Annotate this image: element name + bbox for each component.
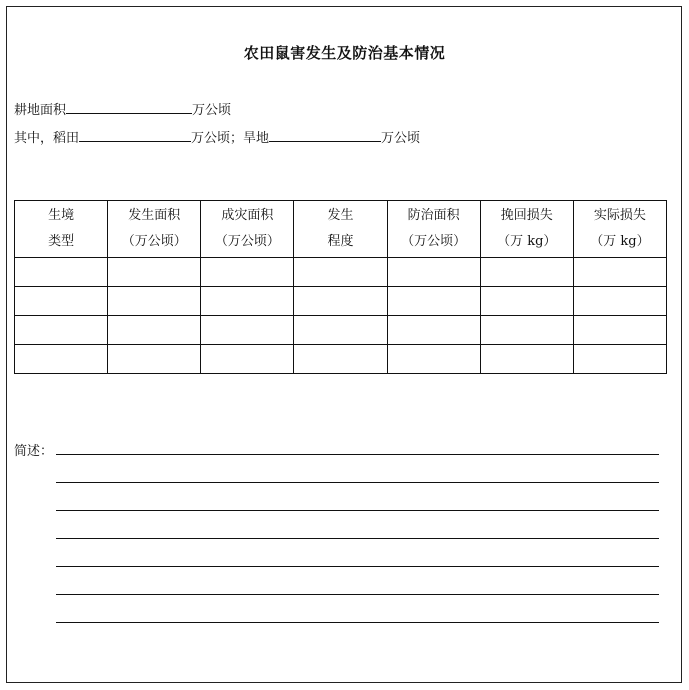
breakdown-line xyxy=(14,128,420,147)
cultivated-area-field[interactable] xyxy=(66,100,192,114)
table-body xyxy=(15,258,667,374)
summary-line[interactable] xyxy=(56,482,659,483)
table-cell[interactable] xyxy=(294,316,387,345)
table-cell[interactable] xyxy=(201,258,294,287)
table-cell[interactable] xyxy=(108,316,201,345)
cultivated-area-unit: 万公顷 xyxy=(192,103,232,118)
summary-line[interactable] xyxy=(56,454,659,455)
table-cell[interactable] xyxy=(108,258,201,287)
table-cell[interactable] xyxy=(294,345,387,374)
paddy-area-field[interactable] xyxy=(79,128,191,142)
table-header-row xyxy=(15,201,667,258)
table-cell[interactable] xyxy=(108,287,201,316)
header-actual-loss: 实际损失 （万 kg） xyxy=(573,201,666,258)
summary-line[interactable] xyxy=(56,510,659,511)
document-title: 农田鼠害发生及防治基本情况 xyxy=(243,44,446,62)
rodent-damage-table xyxy=(14,200,667,374)
summary-line[interactable] xyxy=(56,538,659,539)
table-cell[interactable] xyxy=(15,316,108,345)
table-cell[interactable] xyxy=(108,345,201,374)
table-cell[interactable] xyxy=(480,258,573,287)
header-occurrence-degree: 发生 程度 xyxy=(294,201,387,258)
cultivated-area-label: 耕地面积 xyxy=(14,103,67,118)
header-control-area: 防治面积 （万公顷） xyxy=(387,201,480,258)
header-occurrence-area: 发生面积 （万公顷） xyxy=(108,201,201,258)
header-habitat-type: 生境 类型 xyxy=(15,201,108,258)
table-cell[interactable] xyxy=(573,287,666,316)
summary-label: 简述： xyxy=(14,444,54,459)
dry-land-area-field[interactable] xyxy=(269,128,381,142)
table-cell[interactable] xyxy=(15,258,108,287)
summary-line[interactable] xyxy=(56,622,659,623)
table-cell[interactable] xyxy=(201,345,294,374)
summary-line[interactable] xyxy=(56,594,659,595)
table-row xyxy=(15,287,667,316)
table-cell[interactable] xyxy=(480,345,573,374)
dry-land-label: 旱地 xyxy=(243,131,270,146)
paddy-unit: 万公顷； xyxy=(191,131,244,146)
dry-land-unit: 万公顷 xyxy=(381,131,421,146)
table-row xyxy=(15,258,667,287)
table-row xyxy=(15,345,667,374)
table-cell[interactable] xyxy=(294,258,387,287)
table-cell[interactable] xyxy=(480,287,573,316)
table-row xyxy=(15,316,667,345)
table-cell[interactable] xyxy=(201,316,294,345)
header-recovered-loss: 挽回损失 （万 kg） xyxy=(480,201,573,258)
table-cell[interactable] xyxy=(573,258,666,287)
table-cell[interactable] xyxy=(294,287,387,316)
summary-line[interactable] xyxy=(56,566,659,567)
table-cell[interactable] xyxy=(480,316,573,345)
table-cell[interactable] xyxy=(201,287,294,316)
table-cell[interactable] xyxy=(387,345,480,374)
paddy-label: 其中，稻田 xyxy=(14,131,80,146)
header-damage-area: 成灾面积 （万公顷） xyxy=(201,201,294,258)
table-cell[interactable] xyxy=(15,345,108,374)
table-cell[interactable] xyxy=(573,316,666,345)
table-cell[interactable] xyxy=(387,316,480,345)
table-cell[interactable] xyxy=(387,258,480,287)
cultivated-area-line xyxy=(14,100,231,119)
table-cell[interactable] xyxy=(573,345,666,374)
table-cell[interactable] xyxy=(15,287,108,316)
table-cell[interactable] xyxy=(387,287,480,316)
